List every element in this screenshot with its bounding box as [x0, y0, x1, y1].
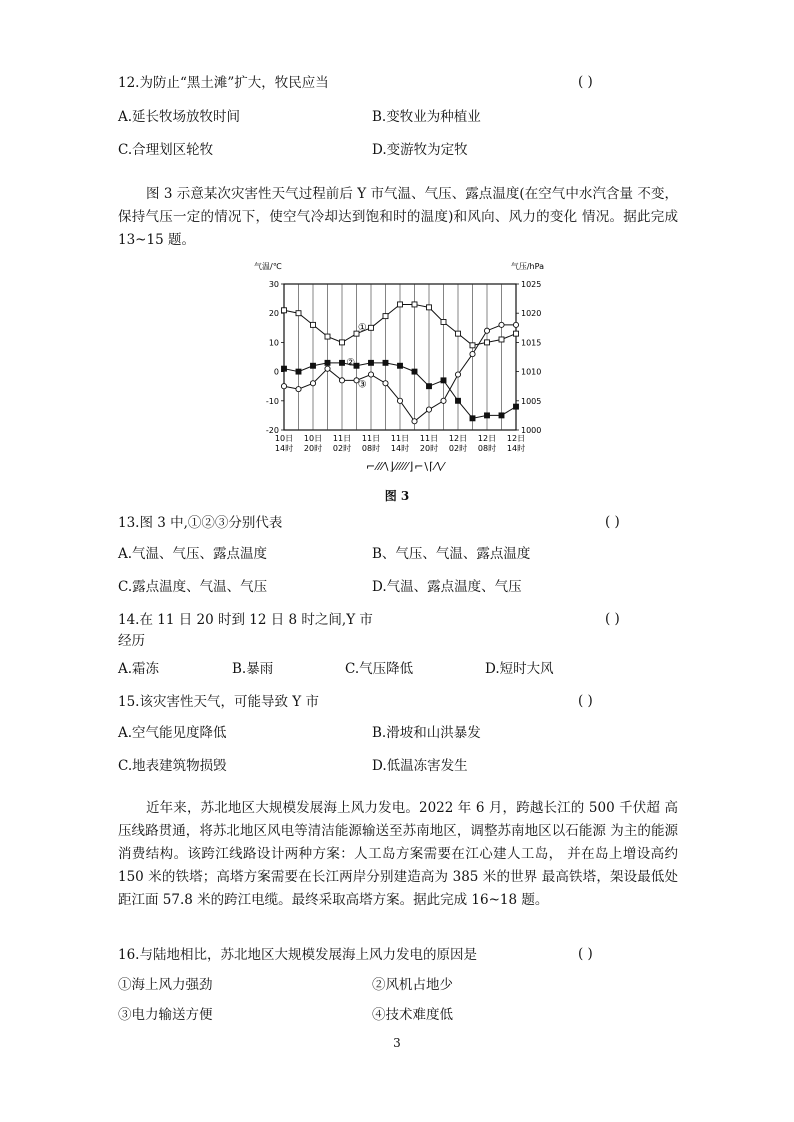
x-tick-label-hour: 02时 — [332, 444, 352, 453]
series-3-point — [412, 419, 417, 424]
q15-option-b: B.滑坡和山洪暴发 — [372, 725, 481, 741]
x-tick-label-hour: 14时 — [506, 444, 526, 453]
q13-option-c: C.露点温度、气温、气压 — [118, 579, 268, 595]
series-1-point — [311, 322, 316, 327]
q13-option-b: B、气压、气温、露点温度 — [372, 546, 531, 562]
q16-stem: 16.与陆地相比，苏北地区大规模发展海上风力发电的原因是 — [118, 947, 477, 963]
series-2-point — [369, 360, 374, 365]
right-tick-label: 1005 — [521, 396, 542, 406]
q14-option-c: C.气压降低 — [345, 661, 414, 677]
left-tick-label: 0 — [273, 367, 279, 377]
series-2-point — [441, 378, 446, 383]
series-1-point — [470, 343, 475, 348]
intro-16-18: 近年来，苏北地区大规模发展海上风力发电。2022 年 6 月，跨越长江的 500 千伏超 高压线路贯通，将苏北地区风电等清洁能源输送至苏南地区，调整苏南地区以石能源 为主的能源消费结构。该跨江线路设计两种方案：人工岛方案需要在江心建人工岛， 并在岛上增设高约 150 米的铁塔；高塔方案需要在长江两岸分别建造高为 385 米的世界 最高铁塔，架设最低处距江面 57.8 米的跨江电缆。最终采取高塔方案。据此完成 16~18 题。 — [118, 800, 678, 908]
left-tick-label: 20 — [268, 309, 279, 319]
series-2-point — [514, 404, 519, 409]
x-tick-label-hour: 02时 — [448, 444, 468, 453]
series-3-point — [325, 366, 330, 371]
series-1-point — [441, 319, 446, 324]
weather-chart — [254, 258, 544, 480]
x-tick-label-hour: 14时 — [274, 444, 294, 453]
q12-option-a: A.延长牧场放牧时间 — [118, 109, 241, 125]
q13-stem: 13.图 3 中,①②③分别代表 — [118, 515, 283, 531]
x-tick-label-hour: 08时 — [477, 444, 497, 453]
x-tick-label-day: 11日 — [419, 434, 439, 443]
series-2-point — [282, 366, 287, 371]
right-tick-label: 1025 — [521, 280, 542, 289]
series-3-point — [455, 372, 460, 377]
series-2-point — [456, 398, 461, 403]
q14-answer-paren: ( ) — [605, 611, 620, 627]
series-3-point — [296, 387, 301, 392]
q14-stem-line1: 14.在 11 日 20 时到 12 日 8 时之间,Y 市 — [118, 612, 373, 628]
series-2-point — [325, 360, 330, 365]
left-tick-label: 10 — [268, 338, 279, 348]
series-3-point — [310, 381, 315, 386]
series-2-point — [296, 369, 301, 374]
series-2-point — [412, 369, 417, 374]
q12-option-d: D.变游牧为定牧 — [372, 142, 468, 158]
left-tick-label: -10 — [265, 396, 279, 406]
x-tick-label-hour: 20时 — [303, 444, 323, 453]
q15-answer-paren: ( ) — [578, 693, 593, 709]
curve-label-1: ① — [357, 322, 367, 334]
series-2-point — [398, 363, 403, 368]
x-tick-label-day: 11日 — [332, 434, 352, 443]
series-1-point — [456, 331, 461, 336]
x-tick-label-day: 12日 — [448, 434, 468, 443]
series-2-point — [427, 384, 432, 389]
x-tick-label-hour: 20时 — [419, 444, 439, 453]
series-2-point — [470, 416, 475, 421]
right-tick-label: 1020 — [521, 309, 542, 319]
series-1-point — [427, 305, 432, 310]
series-1-point — [398, 302, 403, 307]
series-3-point — [513, 322, 518, 327]
q12-stem: 12.为防止“黑土滩”扩大，牧民应当 — [118, 75, 329, 91]
series-2-point — [340, 360, 345, 365]
curve-label-2: ② — [346, 357, 356, 369]
series-3-point — [499, 322, 504, 327]
series-3-point — [426, 407, 431, 412]
q14-stem-line2: 经历 — [118, 633, 145, 649]
series-3-point — [368, 372, 373, 377]
q13-option-a: A.气温、气压、露点温度 — [118, 546, 268, 562]
q12-answer-paren: ( ) — [578, 74, 593, 90]
series-1-point — [383, 314, 388, 319]
q16-answer-paren: ( ) — [578, 946, 593, 962]
x-tick-label-day: 10日 — [303, 434, 323, 443]
q16-option-3: ③电力输送方便 — [118, 1007, 213, 1023]
series-1-point — [340, 340, 345, 345]
series-2-point — [383, 360, 388, 365]
series-3-point — [484, 328, 489, 333]
x-tick-label-day: 10日 — [274, 434, 294, 443]
series-1-point — [325, 334, 330, 339]
q12-option-c: C.合理划区轮牧 — [118, 142, 214, 158]
series-3-point — [441, 398, 446, 403]
right-tick-label: 1010 — [521, 367, 542, 377]
x-tick-label-day: 12日 — [477, 434, 497, 443]
left-tick-label: 30 — [268, 280, 279, 289]
series-3-point — [470, 351, 475, 356]
q14-option-a: A.霜冻 — [118, 661, 160, 677]
series-1-point — [296, 311, 301, 316]
series-2-point — [499, 413, 504, 418]
series-1-point — [412, 302, 417, 307]
q16-option-4: ④技术难度低 — [372, 1007, 453, 1023]
series-1-point — [514, 331, 519, 336]
q14-option-b: B.暴雨 — [232, 661, 274, 677]
x-tick-label-day: 11日 — [361, 434, 381, 443]
q15-option-c: C.地表建筑物损毁 — [118, 758, 227, 774]
intro-13-15: 图 3 示意某次灾害性天气过程前后 Y 市气温、气压、露点温度(在空气中水汽含量 不变，保持气压一定的情况下，使空气冷却达到饱和时的温度)和风向、风力的变化 情况。据此完成 13~15 题。 — [118, 186, 678, 248]
series-2-point — [311, 363, 316, 368]
q12-option-b: B.变牧业为种植业 — [372, 109, 481, 125]
page-number: 3 — [393, 1036, 401, 1050]
series-1-point — [369, 325, 374, 330]
q15-stem: 15.该灾害性天气，可能导致 Y 市 — [118, 694, 319, 710]
q15-option-a: A.空气能见度降低 — [118, 725, 227, 741]
q14-option-d: D.短时大风 — [485, 661, 554, 677]
right-axis-label: 气压/hPa — [510, 262, 544, 271]
x-tick-label-hour: 14时 — [390, 444, 410, 453]
wind-symbols: ⌐⁄⁄⁄\⌋⁄⁄⁄⁄⁄⌋⌐\⌈⁄\⁄ — [366, 460, 445, 473]
q15-option-d: D.低温冻害发生 — [372, 758, 468, 774]
series-1-point — [499, 337, 504, 342]
series-1-point — [282, 308, 287, 313]
q16-option-1: ①海上风力强劲 — [118, 977, 213, 993]
x-tick-label-day: 12日 — [506, 434, 526, 443]
series-2-point — [485, 413, 490, 418]
right-tick-label: 1015 — [521, 338, 542, 348]
curve-label-3: ③ — [357, 379, 367, 391]
left-tick-label: -20 — [265, 426, 279, 435]
x-tick-label-day: 11日 — [390, 434, 410, 443]
q16-option-2: ②风机占地少 — [372, 977, 453, 993]
left-axis-label: 气温/℃ — [254, 262, 282, 271]
series-3-point — [397, 398, 402, 403]
right-tick-label: 1000 — [521, 426, 542, 435]
series-3-point — [383, 381, 388, 386]
series-3-point — [339, 378, 344, 383]
q13-answer-paren: ( ) — [605, 514, 620, 530]
series-1-point — [485, 340, 490, 345]
figure-caption: 图 3 — [384, 489, 410, 503]
x-tick-label-hour: 08时 — [361, 444, 381, 453]
q13-option-d: D.气温、露点温度、气压 — [372, 579, 522, 595]
series-3-point — [281, 384, 286, 389]
